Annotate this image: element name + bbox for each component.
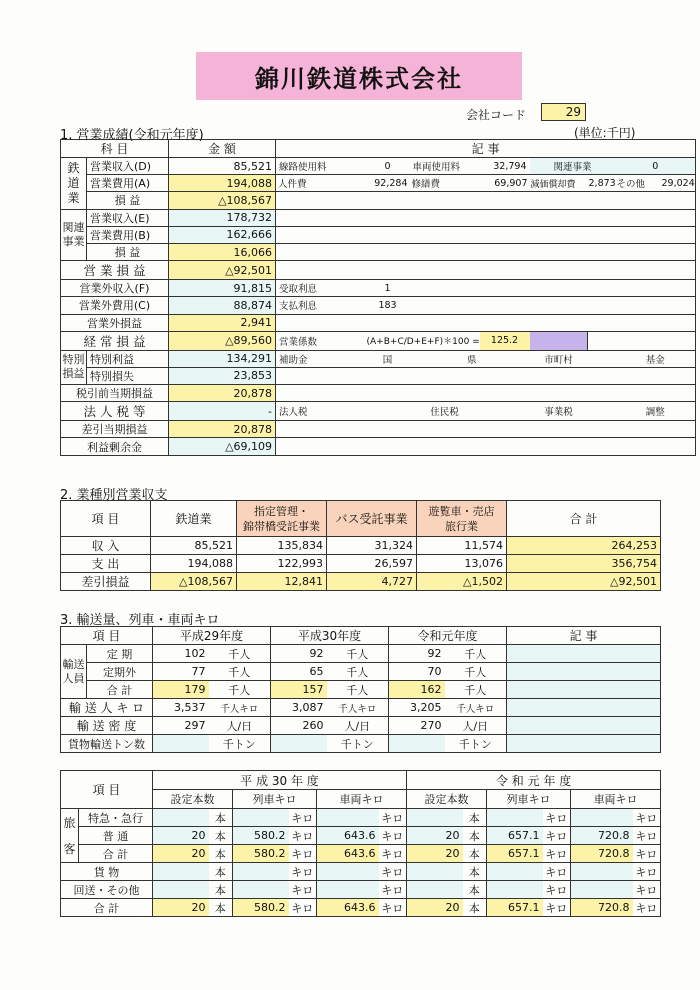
- note-empty: [276, 438, 696, 455]
- header-item: 項 目: [61, 771, 153, 809]
- header-h29: 平成29年度: [153, 627, 271, 645]
- header-setteihonsu: 設定本数: [153, 790, 233, 809]
- cell-value: 31,324: [327, 537, 417, 555]
- amount: 23,853: [169, 367, 276, 384]
- cell-value: 92: [271, 645, 327, 663]
- unit: キロ: [633, 863, 661, 881]
- cell-value: [153, 863, 209, 881]
- company-code-value: 29: [541, 103, 586, 121]
- row-label: 損 益: [87, 243, 169, 260]
- cell-value: 720.8: [571, 827, 633, 845]
- cell-value: [153, 881, 209, 899]
- cell-value: △92,501: [507, 573, 661, 591]
- page-title: 錦川鉄道株式会社: [196, 52, 522, 100]
- row-label: 営業収入(D): [87, 158, 169, 175]
- table-row: [61, 809, 661, 827]
- note-empty: [276, 209, 696, 226]
- header-ressha: 列車キロ: [233, 790, 317, 809]
- unit: 人/日: [209, 717, 271, 735]
- note-empty: [276, 385, 696, 402]
- cell-value: 270: [389, 717, 445, 735]
- unit: 人/日: [445, 717, 507, 735]
- cell-value: 92: [389, 645, 445, 663]
- row-label: 特別損失: [87, 367, 169, 384]
- unit: 本: [463, 809, 487, 827]
- header-shitei-1: 指定管理・: [254, 504, 309, 518]
- cell-value: 657.1: [487, 845, 543, 863]
- row-label: 合 計: [79, 845, 153, 863]
- header-yuran-1: 遊覧車・売店: [428, 504, 495, 518]
- group-ryokyaku: 旅客: [61, 809, 79, 863]
- row-label: 損 益: [87, 192, 169, 209]
- note-label: 事業税: [530, 402, 588, 421]
- section2-heading: 2. 業種別営業収支: [60, 488, 168, 503]
- unit: 本: [209, 845, 233, 863]
- row-label: 営業外費用(C): [61, 297, 169, 314]
- group-tetsudo: 鉄道業: [61, 158, 87, 210]
- amount: △92,501: [169, 261, 276, 280]
- header-item: 項 目: [61, 501, 151, 537]
- unit: 千人: [209, 645, 271, 663]
- unit: 本: [209, 881, 233, 899]
- cell-value: [233, 809, 289, 827]
- row-label: 差引損益: [61, 573, 151, 591]
- amount: 194,088: [169, 175, 276, 192]
- cell-value: [571, 863, 633, 881]
- coef-formula: (A+B+C/D+E+F)＊100 =: [366, 331, 480, 350]
- note-label: その他: [616, 175, 660, 192]
- group-yuso-jinin: 輸送人員: [61, 645, 87, 699]
- cell-value: 3,537: [153, 699, 209, 717]
- header-ressha: 列車キロ: [487, 790, 571, 809]
- amount: 20,878: [169, 385, 276, 402]
- cell-value: [487, 881, 543, 899]
- section1-unit: (単位:千円): [574, 126, 636, 140]
- row-label: 営 業 損 益: [61, 261, 169, 280]
- amount: 178,732: [169, 209, 276, 226]
- unit: 人/日: [327, 717, 389, 735]
- row-label: 営業費用(B): [87, 226, 169, 243]
- section3-heading: 3. 輸送量、列車・車両キロ: [60, 613, 220, 628]
- amount: 91,815: [169, 280, 276, 297]
- amount: 16,066: [169, 243, 276, 260]
- unit: キロ: [289, 899, 317, 917]
- cell-value: 20: [407, 899, 463, 917]
- amount: 88,874: [169, 297, 276, 314]
- company-code-label: 会社コード: [466, 108, 527, 122]
- row-label: 定期外: [87, 663, 153, 681]
- unit: 千トン: [327, 735, 389, 753]
- coef-marker: [530, 331, 588, 350]
- income-table: [60, 139, 696, 456]
- amount: 134,291: [169, 350, 276, 367]
- cell-value: 580.2: [233, 827, 289, 845]
- header-h30: 平成30年度: [271, 627, 389, 645]
- table-row: [61, 881, 661, 899]
- header-yuran-2: 旅行業: [445, 519, 478, 533]
- header-r1: 令和元年度: [389, 627, 507, 645]
- header-h30: 平 成 30 年 度: [153, 771, 407, 790]
- cell-value: 643.6: [317, 827, 379, 845]
- cell-value: 194,088: [151, 555, 237, 573]
- cell-value: 20: [407, 827, 463, 845]
- header-sharyo: 車両キロ: [571, 790, 661, 809]
- row-label: 合 計: [61, 899, 153, 917]
- unit: 本: [209, 899, 233, 917]
- cell-value: 580.2: [233, 899, 289, 917]
- row-label: 利益剰余金: [61, 438, 169, 455]
- unit: 千人キロ: [445, 699, 507, 717]
- unit: 本: [463, 827, 487, 845]
- train-km-table: [60, 770, 661, 917]
- unit: キロ: [633, 881, 661, 899]
- unit: 本: [209, 863, 233, 881]
- row-label: 収 入: [61, 537, 151, 555]
- unit: キロ: [543, 845, 571, 863]
- note-label: 市町村: [530, 350, 588, 367]
- note-value: 183: [366, 297, 410, 314]
- table-row: [61, 899, 661, 917]
- unit: キロ: [379, 845, 407, 863]
- cell-value: [317, 863, 379, 881]
- row-label: 定 期: [87, 645, 153, 663]
- amount: -: [169, 402, 276, 421]
- cell-value: △1,502: [417, 573, 507, 591]
- note-label: 住民税: [410, 402, 480, 421]
- cell-value: [407, 881, 463, 899]
- row-label: 法 人 税 等: [61, 402, 169, 421]
- amount: △89,560: [169, 331, 276, 350]
- cell-value: [571, 809, 633, 827]
- unit: キロ: [289, 827, 317, 845]
- unit: 千トン: [445, 735, 507, 753]
- cell-value: [487, 863, 543, 881]
- unit: 千人: [327, 663, 389, 681]
- cell-value: 77: [153, 663, 209, 681]
- cell-value: 657.1: [487, 827, 543, 845]
- cell-value: 580.2: [233, 845, 289, 863]
- note-value: 92,284: [366, 175, 410, 192]
- unit: キロ: [289, 845, 317, 863]
- unit: 本: [209, 827, 233, 845]
- cell-value: 162: [389, 681, 445, 699]
- header-setteihonsu: 設定本数: [407, 790, 487, 809]
- unit: 千人: [445, 663, 507, 681]
- unit: 本: [463, 899, 487, 917]
- unit: 千人: [209, 663, 271, 681]
- note-label: 調整: [616, 402, 696, 421]
- note-label: 国: [366, 350, 410, 367]
- cell-value: 157: [271, 681, 327, 699]
- amount: 85,521: [169, 158, 276, 175]
- cell-value: 102: [153, 645, 209, 663]
- group-kanren: 関連事業: [61, 209, 87, 261]
- unit: キロ: [543, 827, 571, 845]
- note-value: 69,907: [480, 175, 530, 192]
- unit: 本: [463, 863, 487, 881]
- note-label: 県: [410, 350, 480, 367]
- cell-value: [487, 809, 543, 827]
- note-label: 基金: [616, 350, 696, 367]
- header-shitei-2: 錦帯橋受託事業: [243, 519, 320, 533]
- unit: キロ: [633, 827, 661, 845]
- transport-table: [60, 626, 661, 753]
- amount: △69,109: [169, 438, 276, 455]
- cell-value: [317, 809, 379, 827]
- cell-value: 657.1: [487, 899, 543, 917]
- header-kiji: 記 事: [507, 627, 661, 645]
- note-value: 2,873: [588, 175, 616, 192]
- unit: 本: [209, 809, 233, 827]
- amount: △108,567: [169, 192, 276, 209]
- header-kiji: 記 事: [276, 140, 696, 158]
- note-label: 修繕費: [411, 179, 441, 191]
- row-label: 税引前当期損益: [61, 385, 169, 402]
- unit: キロ: [543, 809, 571, 827]
- cell-value: 65: [271, 663, 327, 681]
- unit: キロ: [289, 863, 317, 881]
- row-label: 営業収入(E): [87, 209, 169, 226]
- cell-value: 3,205: [389, 699, 445, 717]
- note-empty: [276, 192, 696, 209]
- cell-value: 13,076: [417, 555, 507, 573]
- cell-value: [233, 881, 289, 899]
- cell-value: 4,727: [327, 573, 417, 591]
- unit: キロ: [543, 863, 571, 881]
- cell-value: 12,841: [237, 573, 327, 591]
- amount: 162,666: [169, 226, 276, 243]
- header-bus: バス受託事業: [327, 501, 417, 537]
- row-label: 特急・急行: [79, 809, 153, 827]
- row-label: 回送・その他: [61, 881, 153, 899]
- row-label: 輸 送 密 度: [61, 717, 153, 735]
- unit: 千人: [327, 645, 389, 663]
- note-value: 29,024: [660, 175, 696, 192]
- cell-value: 643.6: [317, 845, 379, 863]
- segment-table: [60, 500, 661, 591]
- section1-heading: 1. 営業成績(令和元年度): [60, 128, 204, 143]
- cell-value: 720.8: [571, 845, 633, 863]
- unit: キロ: [633, 809, 661, 827]
- note-empty: [276, 314, 696, 331]
- group-tokubetsu: 特別損益: [61, 350, 87, 384]
- note-label: 補助金: [276, 350, 366, 367]
- cell-value: 20: [407, 845, 463, 863]
- unit: 千人: [445, 645, 507, 663]
- note-label: 営業係数: [276, 331, 366, 350]
- cell-value: 70: [389, 663, 445, 681]
- unit: キロ: [289, 809, 317, 827]
- row-label: 支 出: [61, 555, 151, 573]
- row-label: 差引当期損益: [61, 421, 169, 438]
- cell-value: [407, 809, 463, 827]
- unit: キロ: [543, 899, 571, 917]
- cell-value: 85,521: [151, 537, 237, 555]
- header-item: 項 目: [61, 627, 153, 645]
- cell-value: 3,087: [271, 699, 327, 717]
- cell-value: 264,253: [507, 537, 661, 555]
- cell-value: 122,993: [237, 555, 327, 573]
- cell-value: [153, 809, 209, 827]
- unit: 本: [463, 881, 487, 899]
- header-total: 合 計: [507, 501, 661, 537]
- cell-value: 179: [153, 681, 209, 699]
- header-tetsudo: 鉄道業: [151, 501, 237, 537]
- amount: 20,878: [169, 421, 276, 438]
- unit: 千人: [445, 681, 507, 699]
- note-empty: [276, 367, 696, 384]
- cell-value: 11,574: [417, 537, 507, 555]
- note-value: 32,794: [480, 158, 530, 175]
- note-value: 1: [366, 280, 410, 297]
- unit: キロ: [379, 881, 407, 899]
- unit: 千トン: [209, 735, 271, 753]
- unit: キロ: [543, 881, 571, 899]
- note-label: 受取利息: [276, 280, 366, 297]
- table-row: [61, 863, 661, 881]
- row-label: 経 常 損 益: [61, 331, 169, 350]
- note-empty: [276, 243, 696, 260]
- unit: キロ: [379, 827, 407, 845]
- unit: キロ: [379, 863, 407, 881]
- row-label: 貨 物: [61, 863, 153, 881]
- note-label: 支払利息: [276, 297, 366, 314]
- table-row: [61, 827, 661, 845]
- row-label: 特別利益: [87, 350, 169, 367]
- header-kamoku: 科 目: [61, 140, 169, 158]
- cell-value: 20: [153, 845, 209, 863]
- cell-value: 26,597: [327, 555, 417, 573]
- unit: 千人キロ: [327, 699, 389, 717]
- unit: 千人キロ: [209, 699, 271, 717]
- cell-value: 20: [153, 899, 209, 917]
- note-label: 人件費: [278, 179, 307, 191]
- cell-value: 135,834: [237, 537, 327, 555]
- amount: 2,941: [169, 314, 276, 331]
- cell-value: △108,567: [151, 573, 237, 591]
- cell-value: 20: [153, 827, 209, 845]
- unit: キロ: [379, 809, 407, 827]
- row-label: 普 通: [79, 827, 153, 845]
- cell-value: [571, 881, 633, 899]
- note-empty: [276, 421, 696, 438]
- unit: 千人: [209, 681, 271, 699]
- cell-value: [317, 881, 379, 899]
- note-value: 0: [616, 158, 696, 175]
- cell-value: 643.6: [317, 899, 379, 917]
- unit: キロ: [633, 899, 661, 917]
- note-label: 線路使用料: [276, 158, 366, 175]
- cell-value: 260: [271, 717, 327, 735]
- unit: キロ: [633, 845, 661, 863]
- note-empty: [276, 261, 696, 280]
- cell-value: 297: [153, 717, 209, 735]
- row-label: 輸 送 人 キ ロ: [61, 699, 153, 717]
- note-value: 0: [366, 158, 410, 175]
- cell-value: 720.8: [571, 899, 633, 917]
- row-label: 営業費用(A): [87, 175, 169, 192]
- row-label: 貨物輸送トン数: [61, 735, 153, 753]
- note-label: 法人税: [276, 402, 366, 421]
- cell-value: 356,754: [507, 555, 661, 573]
- note-label: 車両使用料: [410, 158, 480, 175]
- cell-value: [233, 863, 289, 881]
- note-empty: [276, 226, 696, 243]
- row-label: 合 計: [87, 681, 153, 699]
- note-label: 減価償却費: [530, 175, 588, 192]
- unit: 本: [463, 845, 487, 863]
- coef-value: 125.2: [480, 331, 530, 350]
- header-sharyo: 車両キロ: [317, 790, 407, 809]
- row-label: 営業外収入(F): [61, 280, 169, 297]
- unit: キロ: [379, 899, 407, 917]
- unit: 千人: [327, 681, 389, 699]
- header-kingaku: 金 額: [169, 140, 276, 158]
- note-label: 関連事業: [530, 158, 616, 175]
- table-row: [61, 845, 661, 863]
- row-label: 営業外損益: [61, 314, 169, 331]
- unit: キロ: [289, 881, 317, 899]
- header-r1: 令 和 元 年 度: [407, 771, 661, 790]
- cell-value: [407, 863, 463, 881]
